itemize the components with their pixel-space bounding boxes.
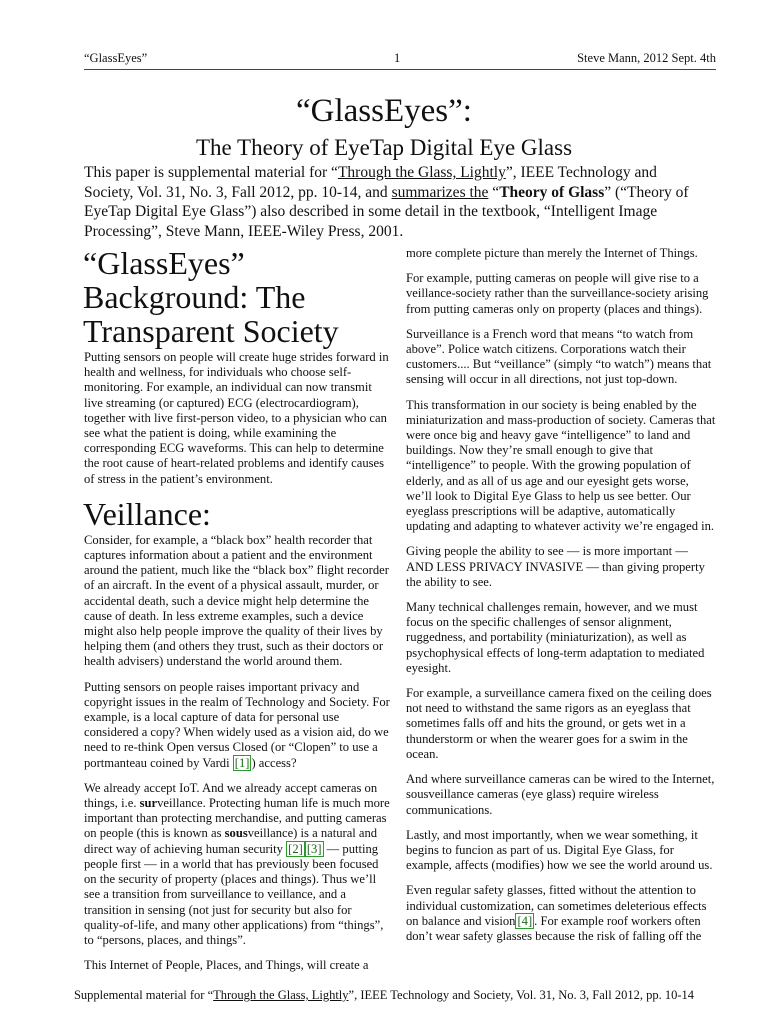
paragraph: For example, a surveillance camera fixed on the ceiling does not need to withstand the same rigors as an eyeglass that sometimes falls off and hits the ground, or gets wet in a thunderstorm or when the wearer goes for a swim in the ocean. [406,686,712,761]
paragraph: Many technical challenges remain, however, and we must focus on the specific challenges of sensor alignment, ruggedness, and portability (miniaturization), as well as psychophysical effects of long-term adaptation to mediated eyesight. [406,600,705,675]
paper-subtitle: The Theory of EyeTap Digital Eye Glass [195,135,573,160]
section-heading-veillance: Veillance: [83,495,211,532]
paragraph-text: Even regular safety glasses, fitted without the attention to individual customization, can sometimes deleterious effects on balance and vision [406,883,707,928]
paragraph: Putting sensors on people will create huge strides forward in health and wellness, for individuals who choose self-monitoring. For example, an individual can now transmit live streaming (or captured) ECG (electrocardiogram), together with live first-person video, to a physician who can see what the patient is doing, while examining the corresponding ECG waveforms. This can help to determine the root cause of heart-related problems and identify causes of stress in the patient’s environment. [84,350,389,486]
paragraph-text: — putting people first — in a world that has previously been focused on the security of property (places and things). Thus we’ll see a transition from surveillance to veillance, and a transition in sensing (not just for security but also for quality-of-life, and many other applications) from “things”, to “persons, places, and things”. [84,841,384,947]
paragraph [84,680,390,771]
citation-link[interactable]: [3] [306,841,322,856]
header-short-title: “GlassEyes” [84,51,148,65]
paper-title: “GlassEyes”: [296,93,472,129]
page-number: 1 [394,51,401,65]
header-author-date: Steve Mann, 2012 Sept. 4th [577,51,716,65]
paragraph: For example, putting cameras on people will give rise to a veillance-society rather than the surveillance-society arising from putting cameras only on property (places and things). [406,271,709,316]
intro-text: ”, IEEE Technology and Society, Vol. 31, No. 3, Fall 2012, pp. 10-14, and [84,164,657,201]
left-column [84,246,390,983]
paragraph-text: ) access? [251,755,297,770]
paragraph: Surveillance is a French word that means “to watch from above”. Police watch citizens. Corporations watch their customers.... But “veillance” (simply “to watch”) means that sensing will occur in all directions, not just top-down. [406,326,712,387]
bold-prefix: sous [224,826,248,841]
footer-text: ”, IEEE Technology and Society, Vol. 31, No. 3, Fall 2012, pp. 10-14 [348,988,695,1002]
paragraph: more complete picture than merely the Internet of Things. [406,246,698,260]
citation-link[interactable]: [2] [288,841,303,856]
intro-summary-link[interactable]: summarizes the [391,183,489,201]
footer-text: Supplemental material for “ [73,988,214,1002]
paragraph [84,781,390,948]
paragraph: This transformation in our society is being enabled by the miniaturization and mass-production of society. Cameras that were once big and heavy gave “intelligence” to land and buildings. Now they’re small enough to give that “intelligence” to people. With the growing population of elderly, and as all of us age and our eyesight gets worse, we’ll look to Digital Eye Glass to help us see better. Our eyeglass prescriptions will be adaptive, automatically updating and adapting to whatever activity we’re engaged in. [406,397,716,534]
footer-article-link[interactable]: Through the Glass, Lightly [213,988,349,1002]
section-heading-background: “GlassEyes” Background: The Transparent Society [83,245,339,349]
citation-link[interactable]: [1] [234,755,250,770]
running-header [84,51,716,70]
intro-article-link[interactable]: Through the Glass, Lightly [337,164,506,181]
paragraph-text: veillance) is a natural and direct way of achieving human security [84,826,378,856]
intro-text: “ [488,183,500,201]
paragraph: And where surveillance cameras can be wired to the Internet, sousveillance cameras (eye glass) require wireless communications. [406,772,715,817]
page-footer [0,988,768,1003]
intro-text: ” (“Theory of EyeTap Digital Eye Glass”) also described in some detail in the textbook, “Intelligent Image Processing”, Steve Mann, IEEE-Wiley Press, 2001. [84,183,689,240]
paragraph: Lastly, and most importantly, when we wear something, it begins to funcion as part of us. Digital Eye Glass, for example, affects (modifies) how we see the world around us. [406,827,713,873]
citation-link[interactable]: [4] [517,913,533,928]
paragraph: Giving people the ability to see — is more important — AND LESS PRIVACY INVASIVE — than giving property the ability to see. [406,544,705,589]
intro-bold-term: Theory of Glass [499,183,605,201]
paragraph-text: We already accept IoT. And we already accept cameras on things, i.e. [84,780,378,811]
paragraph-text: . For example roof workers often don’t wear safety glasses because the risk of falling off the [406,913,702,943]
bold-prefix: sur [139,796,158,811]
paragraph: Consider, for example, a “black box” health recorder that captures information about a patient and the environment around the patient, much like the “black box” flight recorder of an aircraft. In the event of a physical assault, murder, or accidental death, such a device might help determine the cause of death. In less extreme examples, such a device might also help people improve the quality of their lives by helping them (and others they trust, such as their doctors or health advisers) understand the world around them. [84,532,389,669]
right-column [406,246,716,954]
paragraph: This Internet of People, Places, and Things, will create a [84,958,369,973]
intro-text: This paper is supplemental material for “ [84,164,338,181]
intro-paragraph [84,163,704,241]
paragraph [406,883,716,944]
paragraph-text: Putting sensors on people raises important privacy and copyright issues in the realm of Technology and Society. For example, is a local capture of data for personal use considered a copy? When widely used as a vision aid, do we need to re-think Open versus Closed (or “Clopen” to use a portmanteau coined by Vardi [84,679,390,770]
paragraph-text: veillance. Protecting human life is much more important than protecting merchandise, and putting cameras on people (this is known as [84,796,390,841]
